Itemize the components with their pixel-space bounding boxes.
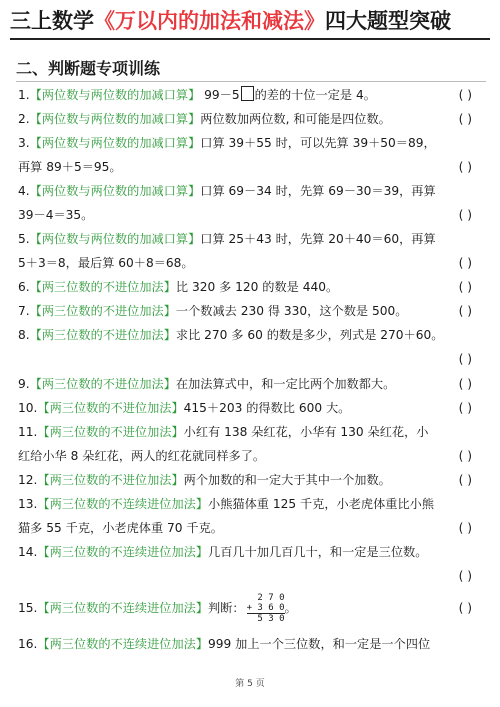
question-2	[18, 107, 488, 131]
answer-paren-9[interactable]: ( )	[458, 377, 472, 391]
title-divider	[10, 38, 490, 40]
page-title	[10, 6, 495, 36]
answer-paren-15[interactable]: ( )	[458, 601, 472, 615]
question-tag: 【两位数与两位数的加减口算】	[29, 232, 201, 246]
title-suffix: 四大题型突破	[325, 9, 451, 33]
question-5	[18, 227, 488, 251]
question-number: 8.	[18, 328, 30, 342]
question-text: 判断：	[208, 601, 245, 615]
question-text: 求比 270 多 60 的数是多少，列式是 270＋60。	[175, 328, 444, 342]
question-tag: 【两三位数的不进位加法】	[29, 280, 176, 294]
question-13	[18, 492, 488, 516]
question-text: 比 320 多 120 的数是 440。	[175, 280, 339, 294]
answer-paren-2[interactable]: ( )	[458, 112, 472, 126]
question-text: 口算 25＋43 时，先算 20＋40＝60，再算	[200, 232, 436, 246]
question-number: 10.	[18, 401, 38, 415]
title-highlight: 《万以内的加法和减法》	[94, 9, 325, 33]
question-number: 5.	[18, 232, 30, 246]
question-number: 15.	[18, 601, 38, 615]
answer-paren-13[interactable]: ( )	[458, 521, 472, 535]
question-tag: 【两三位数的不进位加法】	[37, 473, 184, 487]
question-tag: 【两三位数的不连续进位加法】	[37, 497, 209, 511]
answer-paren-11[interactable]: ( )	[458, 449, 472, 463]
question-text: 口算 69－34 时，先算 69－30＝39，再算	[200, 184, 436, 198]
question-text: 在加法算式中，和一定比两个加数都大。	[175, 377, 396, 391]
question-number: 11.	[18, 425, 38, 439]
question-tag: 【两位数与两位数的加减口算】	[29, 136, 201, 150]
answer-paren-3[interactable]: ( )	[458, 160, 472, 174]
question-text: 的差的十位一定是 4。	[254, 88, 376, 102]
answer-paren-12[interactable]: ( )	[458, 473, 472, 487]
question-3	[18, 131, 488, 155]
question-3-line-2: 再算 89＋5＝95。	[18, 160, 122, 174]
title-prefix: 三上数学	[10, 9, 94, 33]
question-11-line-2: 红给小华 8 朵红花，两人的红花就同样多了。	[18, 449, 266, 463]
question-tag: 【两三位数的不连续进位加法】	[37, 545, 209, 559]
question-tag: 【两位数与两位数的加减口算】	[29, 184, 201, 198]
question-tag: 【两三位数的不连续进位加法】	[37, 637, 209, 651]
answer-paren-1[interactable]: ( )	[458, 88, 472, 102]
question-16	[18, 632, 488, 656]
answer-paren-6[interactable]: ( )	[458, 280, 472, 294]
question-tag: 【两三位数的不进位加法】	[29, 304, 176, 318]
question-14	[18, 540, 488, 564]
question-number: 13.	[18, 497, 38, 511]
section-divider	[16, 81, 486, 82]
sum-result: 5 3 0	[247, 613, 285, 624]
question-text: 小红有 138 朵红花，小华有 130 朵红花，小	[183, 425, 429, 439]
question-tag: 【两三位数的不进位加法】	[29, 377, 176, 391]
question-tag: 【两三位数的不进位加法】	[37, 401, 184, 415]
question-tag: 【两三位数的不进位加法】	[29, 328, 176, 342]
question-text: 一个数减去 230 得 330，这个数是 500。	[175, 304, 408, 318]
question-number: 3.	[18, 136, 30, 150]
page-footer: 第 5 页	[235, 679, 265, 689]
answer-paren-10[interactable]: ( )	[458, 401, 472, 415]
question-8	[18, 323, 488, 347]
answer-paren-14[interactable]: ( )	[458, 569, 472, 583]
vertical-addition	[247, 593, 285, 624]
answer-paren-5[interactable]: ( )	[458, 256, 472, 270]
question-text: 。	[284, 601, 297, 615]
question-number: 16.	[18, 637, 38, 651]
question-tag: 【两三位数的不进位加法】	[37, 425, 184, 439]
question-12	[18, 468, 488, 492]
addend-top: 2 7 0	[257, 593, 285, 603]
question-number: 7.	[18, 304, 30, 318]
blank-box[interactable]	[241, 86, 254, 101]
section-title: 二、判断题专项训练	[16, 59, 161, 78]
question-number: 4.	[18, 184, 30, 198]
question-text: 几百几十加几百几十，和一定是三位数。	[208, 545, 428, 559]
question-number: 14.	[18, 545, 38, 559]
question-4	[18, 179, 488, 203]
question-4-line-2: 39－4＝35。	[18, 208, 94, 222]
question-1	[18, 83, 488, 107]
question-tag: 【两位数与两位数的加减口算】	[29, 112, 201, 126]
question-9	[18, 372, 488, 396]
answer-paren-8[interactable]: ( )	[458, 352, 472, 366]
question-number: 1.	[18, 88, 30, 102]
question-number: 2.	[18, 112, 30, 126]
question-text: 小熊猫体重 125 千克，小老虎体重比小熊	[208, 497, 435, 511]
question-5-line-2: 5＋3＝8，最后算 60＋8＝68。	[18, 256, 194, 270]
question-6	[18, 275, 488, 299]
answer-paren-7[interactable]: ( )	[458, 304, 472, 318]
question-10	[18, 396, 488, 420]
question-tag: 【两三位数的不连续进位加法】	[37, 601, 209, 615]
question-text: 99－5	[204, 88, 240, 102]
addend-bottom: + 3 6 0	[246, 603, 285, 613]
question-text: 999 加上一个三位数，和一定是一个四位	[208, 637, 431, 651]
question-number: 12.	[18, 473, 38, 487]
question-number: 6.	[18, 280, 30, 294]
question-text: 口算 39＋55 时，可以先算 39＋50＝89，	[200, 136, 436, 150]
question-text: 两个加数的和一定大于其中一个加数。	[183, 473, 391, 487]
question-11	[18, 420, 488, 444]
question-13-line-2: 猫多 55 千克，小老虎体重 70 千克。	[18, 521, 223, 535]
question-text: 415＋203 的得数比 600 大。	[183, 401, 351, 415]
answer-paren-4[interactable]: ( )	[458, 208, 472, 222]
question-15	[18, 588, 488, 628]
question-7	[18, 299, 488, 323]
question-text: 两位数加两位数, 和可能是四位数。	[200, 112, 391, 126]
question-number: 9.	[18, 377, 30, 391]
question-tag: 【两位数与两位数的加减口算】	[29, 88, 201, 102]
